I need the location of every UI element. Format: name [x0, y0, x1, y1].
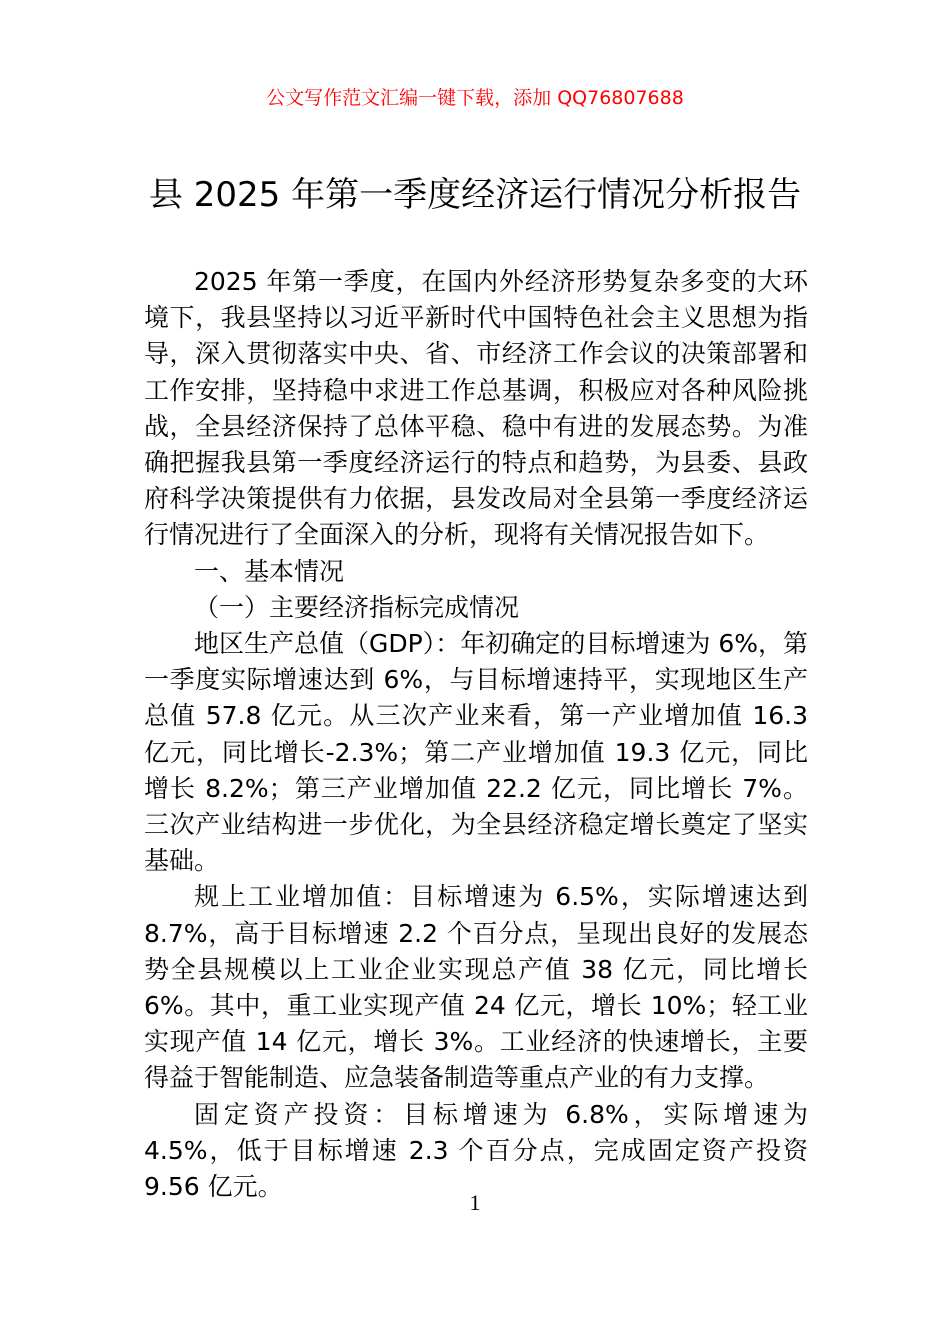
page-number: 1 [469, 1190, 481, 1215]
promo-banner[interactable]: 公文写作范文汇编一键下载，添加 QQ76807688 [266, 87, 684, 109]
industry-paragraph: 规上工业增加值：目标增速为 6.5%，实际增速达到 8.7%，高于目标增速 2.2 个百分点，呈现出良好的发展态势全县规模以上工业企业实现总产值 38 亿元，同比增长 6%。其中，重工业实现产值 24 亿元，增长 10%；轻工业实现产值 14 亿元，增长 3%。工业经济的快速增长，主要得益于智能制造、应急装备制造等重点产业的有力支撑。 [144, 882, 808, 1093]
section-heading: 一、基本情况 [194, 556, 345, 586]
document-title: 县 2025 年第一季度经济运行情况分析报告 [148, 175, 802, 215]
gdp-paragraph: 地区生产总值（GDP）：年初确定的目标增速为 6%，第一季度实际增速达到 6%，与目标增速持平，实现地区生产总值 57.8 亿元。从三次产业来看，第一产业增加值 16.3 亿元，同比增长-2.3%；第二产业增加值 19.3 亿元，同比增长 8.2%；第三产业增加值 22.2 亿元，同比增长 7%。三次产业结构进一步优化，为全县经济稳定增长奠定了坚实基础。 [144, 629, 808, 876]
subsection-heading: （一）主要经济指标完成情况 [194, 592, 520, 622]
document-body [144, 264, 808, 1205]
investment-paragraph: 固定资产投资：目标增速为 6.8%，实际增速为 4.5%，低于目标增速 2.3 个百分点，完成固定资产投资 9.56 亿元。 [144, 1099, 808, 1202]
intro-paragraph: 2025 年第一季度，在国内外经济形势复杂多变的大环境下，我县坚持以习近平新时代中国特色社会主义思想为指导，深入贯彻落实中央、省、市经济工作会议的决策部署和工作安排，坚持稳中求进工作总基调，积极应对各种风险挑战，全县经济保持了总体平稳、稳中有进的发展态势。为准确把握我县第一季度经济运行的特点和趋势，为县委、县政府科学决策提供有力依据，县发改局对全县第一季度经济运行情况进行了全面深入的分析，现将有关情况报告如下。 [144, 267, 808, 550]
